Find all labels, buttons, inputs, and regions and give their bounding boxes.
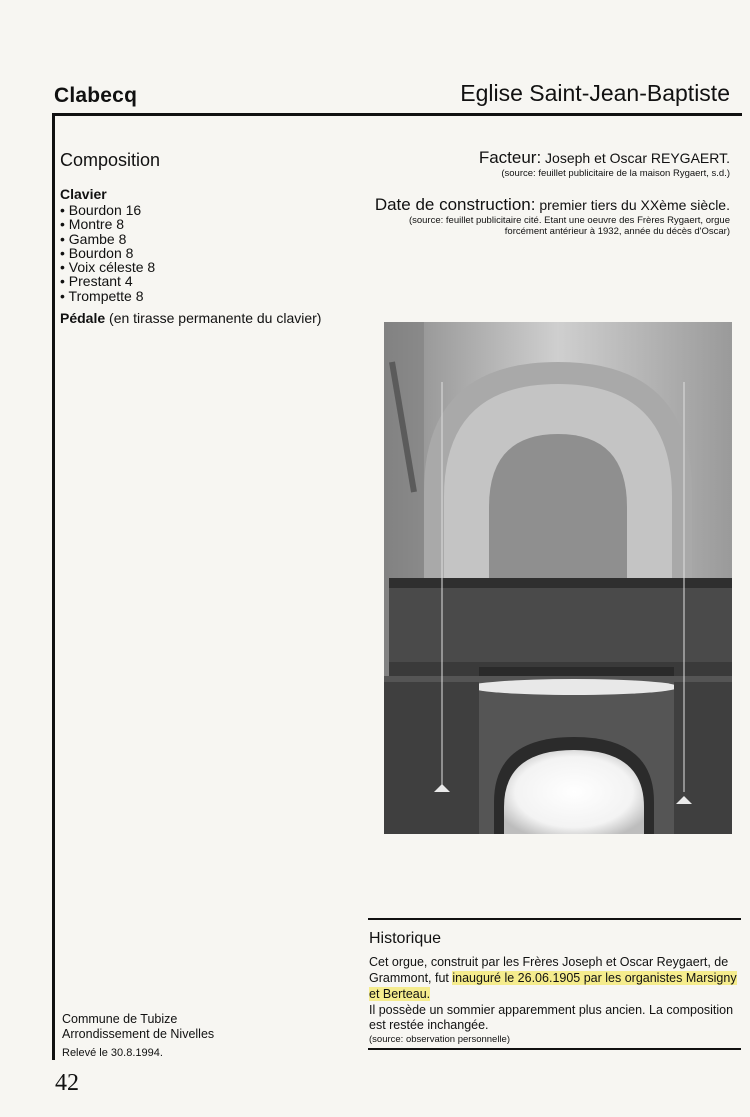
date-label: Date de construction:	[374, 195, 536, 214]
commune-block	[62, 1012, 214, 1042]
historique-highlight: inauguré le 26.06.1905 par les organistes Marsigny et Berteau.	[369, 971, 737, 1001]
pedale-line	[60, 310, 321, 326]
header-rule	[52, 113, 742, 116]
historique-source: (source: observation personnelle)	[369, 1034, 510, 1045]
left-rule	[52, 113, 55, 1060]
date-source-line: forcément antérieur à 1932, année du décès d'Oscar)	[504, 226, 730, 237]
stop-item: • Bourdon 8	[60, 246, 155, 260]
composition-title: Composition	[60, 150, 161, 170]
pedale-note: (en tirasse permanente du clavier)	[105, 310, 322, 326]
stop-item: • Prestant 4	[60, 274, 155, 288]
historique-paragraph-1	[369, 954, 741, 1002]
pedale-label: Pédale	[60, 310, 106, 326]
facteur-value: Joseph et Oscar REYGAERT.	[541, 150, 730, 166]
facteur-label: Facteur:	[478, 148, 542, 167]
releve-date: Relevé le 30.8.1994.	[62, 1047, 163, 1059]
date-line	[375, 195, 730, 215]
date-source-line: (source: feuillet publicitaire cité. Etant une oeuvre des Frères Rygaert, orgue	[408, 215, 730, 226]
historique-text: Cet orgue, construit par les Frères Joseph et Oscar Reygaert, de Grammont, fut	[369, 955, 729, 985]
stop-item: • Montre 8	[60, 217, 155, 231]
date-source	[409, 215, 730, 237]
stop-item: • Bourdon 16	[60, 203, 155, 217]
place-name: Clabecq	[54, 84, 138, 107]
historique-paragraph-2: Il possède un sommier apparemment plus ancien. La composition est restée inchangée.	[369, 1003, 734, 1032]
stop-item: • Trompette 8	[60, 289, 155, 303]
organ-photo-illustration	[384, 322, 732, 834]
date-value: premier tiers du XXème siècle.	[535, 197, 730, 213]
commune-name: Commune de Tubize	[62, 1012, 178, 1026]
clavier-heading: Clavier	[60, 186, 107, 202]
page-number: 42	[55, 1070, 79, 1096]
historique-bottom-rule	[368, 1048, 741, 1050]
historique-title: Historique	[369, 930, 442, 947]
stop-list	[60, 203, 155, 303]
arrondissement-name: Arrondissement de Nivelles	[62, 1027, 215, 1041]
facteur-line	[479, 148, 730, 168]
church-name: Eglise Saint-Jean-Baptiste	[460, 80, 730, 106]
stop-item: • Voix céleste 8	[60, 260, 155, 274]
stop-item: • Gambe 8	[60, 232, 155, 246]
facteur-source: (source: feuillet publicitaire de la maison Rygaert, s.d.)	[501, 168, 730, 179]
historique-top-rule	[368, 918, 741, 920]
organ-photo	[384, 322, 732, 834]
